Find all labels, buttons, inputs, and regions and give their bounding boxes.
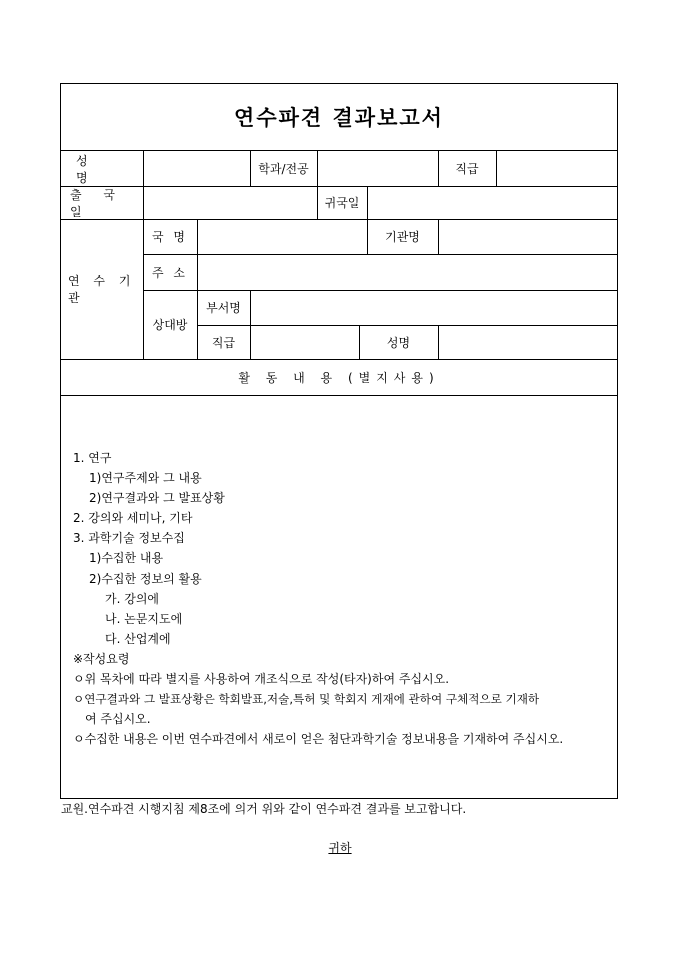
return-label-text: 귀국일 — [324, 196, 360, 210]
counterpart-label-text: 상대방 — [152, 318, 188, 332]
address-label — [143, 254, 197, 290]
rank-field[interactable] — [497, 151, 617, 186]
body-line: 2)연구결과와 그 발표상황 — [89, 491, 225, 506]
address-label-text: 주 소 — [152, 265, 188, 280]
institution-label — [61, 219, 143, 359]
name-label-text: 성 명 — [76, 153, 112, 185]
counterpart-label — [143, 290, 197, 359]
body-line: 가. 강의에 — [105, 591, 159, 606]
body-line: ㅇ위 목차에 따라 별지를 사용하여 개조식으로 작성(타자)하여 주십시오. — [73, 672, 450, 687]
activity-header — [61, 359, 617, 395]
address-field[interactable] — [198, 254, 617, 290]
departure-label — [61, 186, 143, 219]
closing-recipient — [0, 839, 680, 856]
body-line: ※작성요령 — [73, 651, 130, 666]
body-line: ㅇ연구결과와 그 발표상황은 학회발표,저술,특허 및 학회지 게재에 관하여 구체적으로 기재하 — [73, 692, 540, 707]
departure-field[interactable] — [144, 186, 317, 219]
rank-label-text: 직급 — [455, 162, 479, 176]
dept-label — [250, 151, 317, 186]
division-label — [197, 290, 250, 325]
body-line: 3. 과학기술 정보수집 — [73, 531, 185, 546]
body-line: 다. 산업계에 — [105, 631, 171, 646]
body-line: 2. 강의와 세미나, 기타 — [73, 511, 193, 526]
departure-label-text: 출 국 일 — [70, 187, 124, 219]
institution-label-text: 연 수 기 관 — [68, 274, 136, 305]
inst-name-field[interactable] — [439, 219, 617, 254]
inst-name-label-text: 기관명 — [385, 230, 420, 244]
body-line: 1)연구주제와 그 내용 — [89, 471, 202, 486]
country-field[interactable] — [198, 219, 367, 254]
return-field[interactable] — [368, 186, 617, 219]
counterpart-rank-label — [197, 325, 250, 359]
counterpart-name-label — [359, 325, 438, 359]
footer-statement: 교원.연수파견 시행지침 제8조에 의거 위와 같이 연수파견 결과를 보고합니다. — [61, 802, 467, 816]
body-line: 나. 논문지도에 — [105, 611, 183, 626]
dept-label-text: 학과/전공 — [258, 162, 309, 176]
body-line: 여 주십시오. — [85, 712, 151, 727]
division-label-text: 부서명 — [206, 301, 241, 315]
body-line: 1. 연구 — [73, 451, 112, 465]
body-line: 2)수집한 정보의 활용 — [89, 571, 202, 586]
document-title: 연수파견 결과보고서 — [234, 105, 444, 130]
body-line: ㅇ수집한 내용은 이번 연수파견에서 새로이 얻은 첨단과학기술 정보내용을 기재하여 주십시오. — [73, 732, 564, 747]
activity-header-text: 활 동 내 용 (별지사용) — [238, 370, 440, 385]
country-label — [143, 219, 197, 254]
counterpart-name-field[interactable] — [439, 325, 617, 359]
closing-text: 귀하 — [328, 841, 352, 855]
counterpart-name-label-text: 성명 — [386, 335, 411, 350]
body-line: 1)수집한 내용 — [89, 551, 164, 566]
name-field[interactable] — [144, 151, 250, 186]
name-label — [61, 151, 143, 186]
counterpart-rank-label-text: 직급 — [211, 335, 236, 350]
report-form — [60, 83, 618, 799]
country-label-text: 국 명 — [152, 230, 188, 244]
division-field[interactable] — [251, 290, 617, 325]
dept-field[interactable] — [318, 151, 438, 186]
inst-name-label — [367, 219, 438, 254]
activity-content — [73, 448, 563, 749]
activity-header-line — [61, 395, 617, 396]
rank-label — [438, 151, 496, 186]
return-label — [317, 186, 367, 219]
counterpart-rank-field[interactable] — [251, 325, 359, 359]
title-row — [61, 84, 617, 151]
